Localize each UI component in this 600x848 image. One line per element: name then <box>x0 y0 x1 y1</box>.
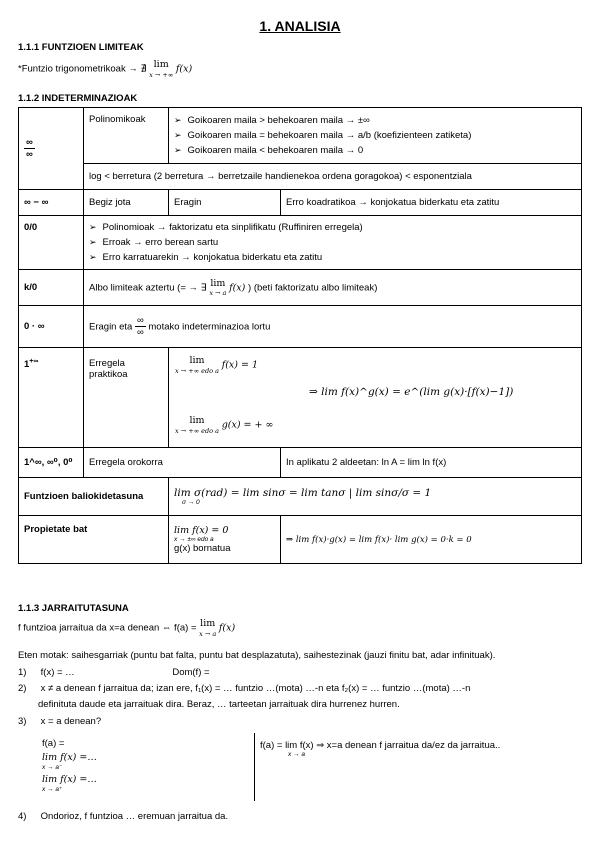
left-limit-expr: lim f(x) =… <box>42 752 97 763</box>
row-key-property: Propietate bat <box>19 516 169 564</box>
step-2 <box>18 683 470 694</box>
row-key-general: 1^∞, ∞⁰, 0⁰ <box>19 448 84 478</box>
step-3-text: x = a denean? <box>40 716 102 727</box>
property-result: ⇒ lim f(x)·g(x) = lim f(x)· lim g(x) = 0·k = 0 <box>281 516 582 564</box>
step-1-function: f(x) = … <box>40 667 75 678</box>
limit-operator <box>209 279 226 297</box>
step-number: 2) <box>18 683 27 694</box>
indetermination-text: motako indeterminazioa lortu <box>148 321 271 333</box>
table-row <box>19 108 582 164</box>
limit-expression: f(x) <box>229 282 246 294</box>
indeterminations-table <box>18 107 582 564</box>
cell-root-conjugate: Erro koadratikoa → konjokatua biderkatu eta zatitu <box>281 190 582 216</box>
table-row <box>19 306 582 348</box>
row-key-equivalence: Funtzioen baliokidetasuna <box>19 478 169 516</box>
lim-subscript: x → a <box>209 289 227 297</box>
lim-subscript: x → +∞ <box>149 70 174 79</box>
list-item: ➢ Erro karratuarekin → konjokatua biderkatu eta zatitu <box>89 250 576 265</box>
log-order-note: log < berretura (2 berretura → berretzaile handienekoa ordena goragokoa) < esponentziala <box>84 164 582 190</box>
row-key-k-over-zero: k/0 <box>19 270 84 306</box>
limit-expression: f(x) <box>218 622 236 634</box>
row-key-zero-over-zero: 0/0 <box>19 216 84 270</box>
practical-rule-result: ⇒ lim f(x)^g(x) = e^(lim g(x)·[f(x)−1]) <box>309 386 514 398</box>
equivalence-subscript: σ → 0 <box>182 499 200 506</box>
list-item: ➢ Goikoaren maila = behekoaren maila → a/b (koefizienteen zatiketa) <box>174 128 576 143</box>
limit-expression: f(x) <box>175 63 193 75</box>
condition-f-expr: f(x) = 1 <box>221 359 259 371</box>
lim-word: lim <box>153 59 169 70</box>
eragin-text: Eragin eta <box>89 321 133 333</box>
inf-over-inf-fraction <box>135 316 146 338</box>
table-row <box>19 216 582 270</box>
table-row <box>19 448 582 478</box>
list-item: ➢ Goikoaren maila > behekoaren maila → ±∞ <box>174 113 576 128</box>
continuity-def-text: f funtzioa jarraitua da x=a denean ⇔ f(a) = <box>18 622 197 634</box>
polynomial-rules <box>169 108 582 164</box>
table-row <box>19 164 582 190</box>
property-subscript: x → ±∞ edo a <box>174 536 214 543</box>
zero-times-inf-rule <box>84 306 582 348</box>
trig-limit-line <box>18 60 192 78</box>
list-item: ➢ Erroak → erro berean sartu <box>89 235 576 250</box>
section-heading-indeterminations: 1.1.2 INDETERMINAZIOAK <box>18 93 138 104</box>
key-exponent: +∞ <box>29 358 39 365</box>
list-item: ➢ Goikoaren maila < behekoaren maila → 0 <box>174 143 576 158</box>
table-row <box>19 478 582 516</box>
step-2-continuation: definituta daude eta jarraituak dira. Beraz, … tarteetan jarraituak dira hurrenez hurren. <box>38 699 400 710</box>
lim-subscript: x → +∞ edo a <box>175 426 220 435</box>
step-3 <box>18 716 101 727</box>
row-key-inf-minus-inf: ∞ − ∞ <box>19 190 84 216</box>
column-divider <box>254 733 255 801</box>
step-4-text: Ondorioz, f funtzioa … eremuan jarraitua da. <box>40 811 229 822</box>
row-key-zero-times-inf: 0 · ∞ <box>19 306 84 348</box>
section-heading-limits: 1.1.1 FUNTZIOEN LIMITEAK <box>18 42 144 53</box>
step-number: 1) <box>18 667 27 678</box>
practical-rule-label: Erregela praktikoa <box>84 348 169 448</box>
table-row <box>19 348 582 448</box>
key-base: 1 <box>24 359 30 371</box>
left-limit <box>42 752 97 771</box>
step-number: 4) <box>18 811 27 822</box>
lim-word: lim <box>189 415 205 426</box>
general-rule-text: In aplikatu 2 aldeetan: ln A = lim ln f(x) <box>281 448 582 478</box>
step-1-domain: Dom(f) = <box>172 667 210 678</box>
page-title: 1. ANALISIA <box>259 18 341 34</box>
lim-word: lim <box>189 355 205 366</box>
limit-operator <box>149 60 173 78</box>
row-key-inf-over-inf <box>19 108 84 190</box>
right-limit-subscript: x → a⁺ <box>42 786 63 793</box>
fraction-numerator: ∞ <box>26 136 33 148</box>
property-condition <box>169 516 281 564</box>
f-of-a: f(a) = <box>42 738 65 749</box>
lim-word: lim <box>210 277 226 289</box>
limit-operator <box>199 619 216 637</box>
right-limit-expr: lim f(x) =… <box>42 774 97 785</box>
table-row <box>19 190 582 216</box>
lim-word: lim <box>200 618 216 629</box>
row-key-one-pow-inf <box>19 348 84 448</box>
practical-rule-formula <box>169 348 582 448</box>
left-limit-subscript: x → a⁻ <box>42 764 63 771</box>
fraction-denominator: ∞ <box>26 149 33 160</box>
table-row <box>19 270 582 306</box>
list-item: ➢ Polinomioak → faktorizatu eta sinplifikatu (Ruffiniren erregela) <box>89 220 576 235</box>
zero-over-zero-rules <box>84 216 582 270</box>
general-rule-label: Erregela orokorra <box>84 448 281 478</box>
table-row <box>19 516 582 564</box>
k-over-zero-note: ) (beti faktorizatu albo limiteak) <box>248 282 378 294</box>
equivalence-expr: lim σ(rad) = lim sinσ = lim tanσ | lim sinσ/σ = 1 <box>174 487 432 499</box>
k-over-zero-rule <box>84 270 582 306</box>
condition-g <box>175 416 273 434</box>
discontinuity-types: Eten motak: saihesgarriak (puntu bat falta, puntu bat desplazatuta), saihestezinak (jauzi finitu bat, adar infinituak). <box>18 650 496 661</box>
continuity-conclusion <box>260 740 500 758</box>
section-heading-continuity: 1.1.3 JARRAITUTASUNA <box>18 603 129 614</box>
equivalence-formula <box>169 478 582 516</box>
condition-g-expr: g(x) = + ∞ <box>221 419 274 431</box>
lim-subscript: x → a <box>199 629 217 638</box>
fraction-denominator: ∞ <box>136 327 144 338</box>
k-over-zero-text: Albo limiteak aztertu (= → ∃ <box>89 282 207 294</box>
step-number: 3) <box>18 716 27 727</box>
step-2-line-1: x ≠ a denean f jarraitua da; izan ere, f₁(x) = … funtzio …(mota) …-n eta f₂(x) = … funtzio …(mota) …-n <box>40 683 471 694</box>
step-1 <box>18 667 210 678</box>
polynomial-label: Polinomikoak <box>84 108 169 164</box>
side-limits-block <box>42 738 97 793</box>
cell-eragin: Eragin <box>169 190 281 216</box>
fraction-numerator: ∞ <box>136 314 144 326</box>
continuity-definition <box>18 619 235 637</box>
property-limit-zero: lim f(x) = 0 <box>174 525 229 536</box>
continuity-conclusion-subscript: x → a <box>288 751 305 758</box>
trig-limit-text: *Funtzio trigonometrikoak → ∄ <box>18 63 147 75</box>
lim-subscript: x → +∞ edo a <box>175 366 220 375</box>
limit-operator <box>175 356 219 374</box>
inf-over-inf-fraction <box>24 138 35 160</box>
condition-f <box>175 356 258 374</box>
property-bounded: g(x) bornatua <box>174 543 231 554</box>
cell-begiz-jota: Begiz jota <box>84 190 169 216</box>
right-limit <box>42 774 97 793</box>
continuity-conclusion-text: f(a) = lim f(x) ⇒ x=a denean f jarraitua da/ez da jarraitua.. <box>260 740 501 751</box>
step-4 <box>18 811 228 822</box>
limit-operator <box>175 416 219 434</box>
